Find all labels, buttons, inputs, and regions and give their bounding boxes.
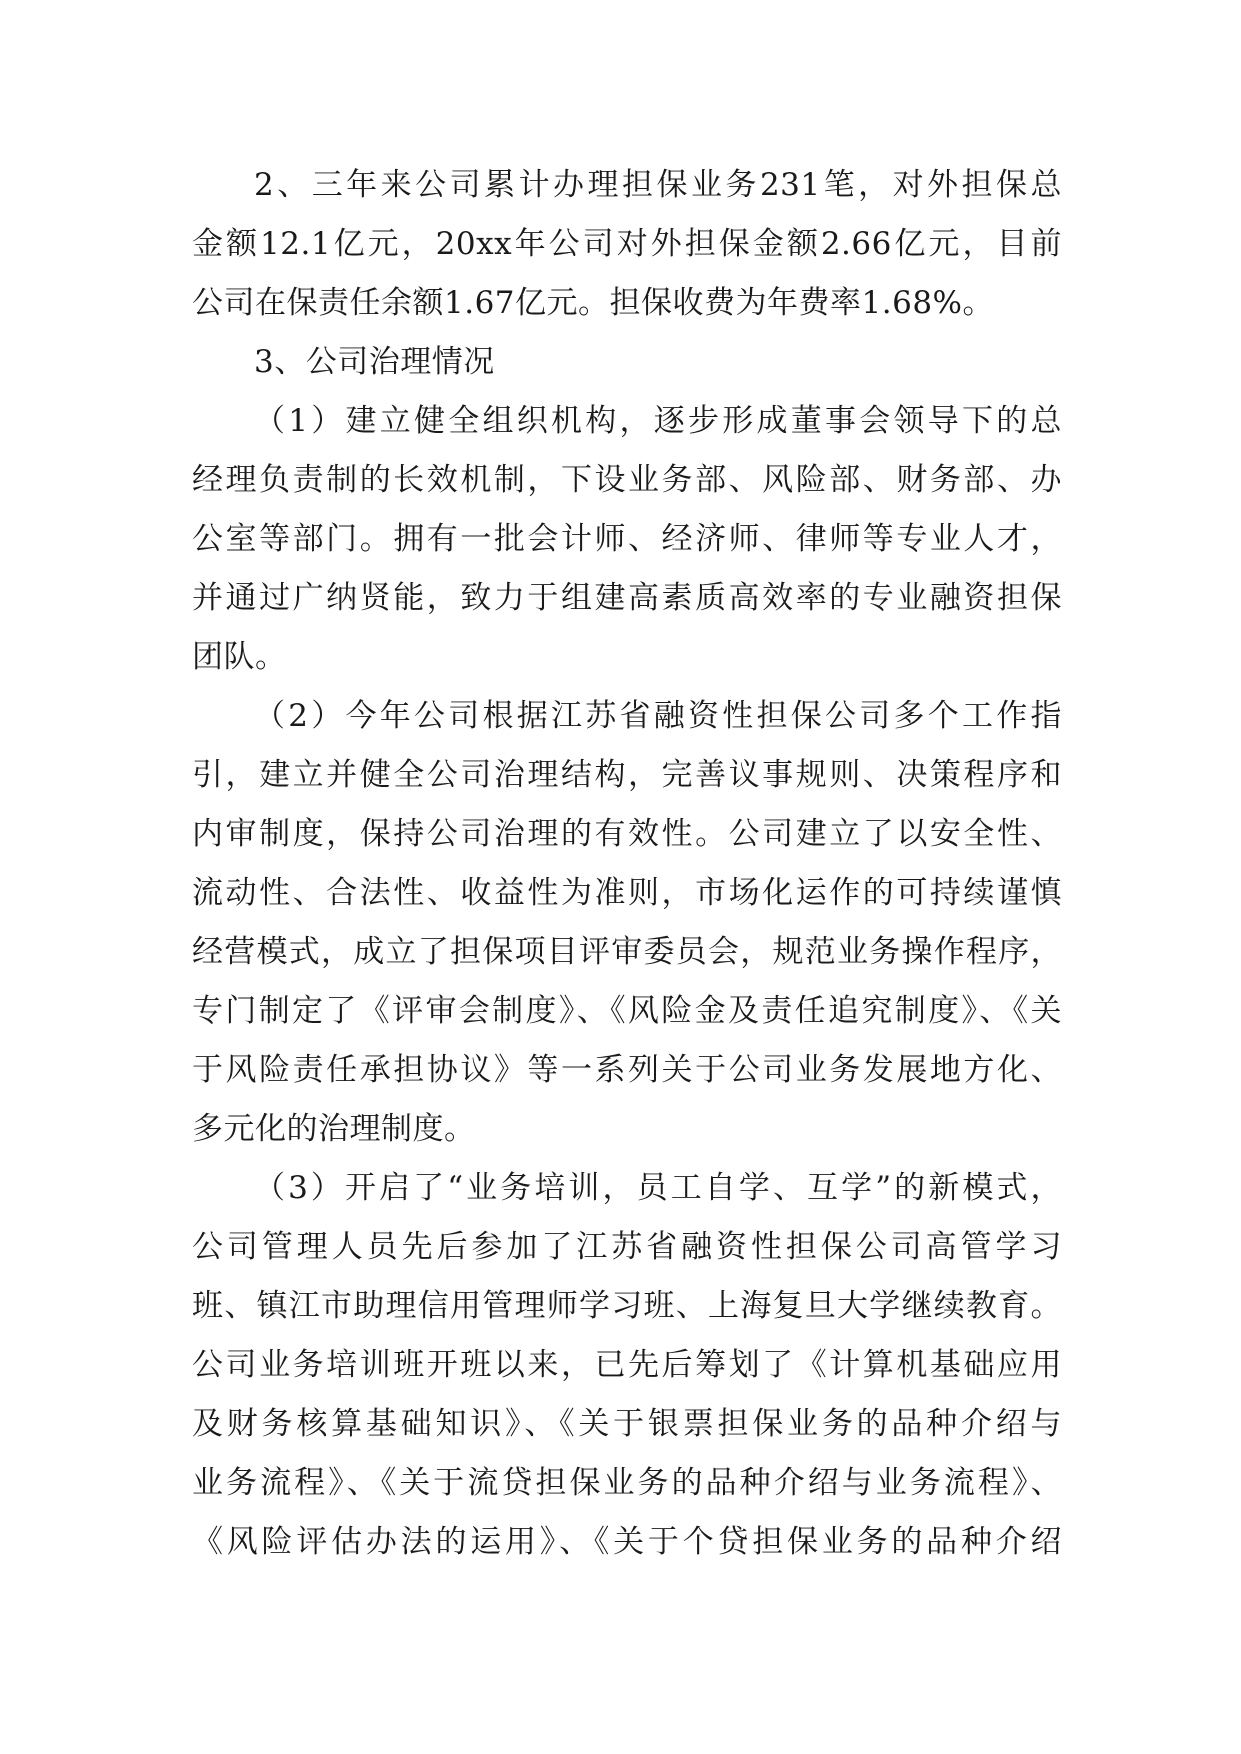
item-1-line-1: （1）建立健全组织机构，逐步形成董事会领导下的总 xyxy=(254,403,1062,439)
item-3-line-7: 《风险评估办法的运用》、《关于个贷担保业务的品种介绍 xyxy=(192,1524,1062,1560)
paragraph-2-line-3: 公司在保责任余额1.67亿元。担保收费为年费率1.68%。 xyxy=(192,285,995,321)
item-3-line-5: 及财务核算基础知识》、《关于银票担保业务的品种介绍与 xyxy=(192,1406,1062,1442)
item-1-line-4: 并通过广纳贤能，致力于组建高素质高效率的专业融资担保 xyxy=(192,580,1062,616)
item-3-line-3: 班、镇江市助理信用管理师学习班、上海复旦大学继续教育。 xyxy=(192,1288,1062,1324)
paragraph-2-line-2: 金额12.1亿元，20xx年公司对外担保金额2.66亿元，目前 xyxy=(192,226,1062,262)
paragraph-2-line-1: 2、三年来公司累计办理担保业务231笔，对外担保总 xyxy=(254,167,1062,203)
item-2-line-6: 专门制定了《评审会制度》、《风险金及责任追究制度》、《关 xyxy=(192,993,1062,1029)
item-3-line-1: （3）开启了“业务培训，员工自学、互学”的新模式， xyxy=(254,1170,1062,1206)
section-3-heading: 3、公司治理情况 xyxy=(254,344,495,380)
item-2-line-8: 多元化的治理制度。 xyxy=(192,1111,476,1147)
item-2-line-3: 内审制度，保持公司治理的有效性。公司建立了以安全性、 xyxy=(192,816,1062,852)
item-3-line-2: 公司管理人员先后参加了江苏省融资性担保公司高管学习 xyxy=(192,1229,1062,1265)
item-1-line-2: 经理负责制的长效机制，下设业务部、风险部、财务部、办 xyxy=(192,462,1062,498)
item-2-line-4: 流动性、合法性、收益性为准则，市场化运作的可持续谨慎 xyxy=(192,875,1062,911)
item-2-line-2: 引，建立并健全公司治理结构，完善议事规则、决策程序和 xyxy=(192,757,1062,793)
item-1-line-3: 公室等部门。拥有一批会计师、经济师、律师等专业人才， xyxy=(192,521,1062,557)
item-2-line-7: 于风险责任承担协议》等一系列关于公司业务发展地方化、 xyxy=(192,1052,1062,1088)
item-1-line-5: 团队。 xyxy=(192,639,287,675)
item-2-line-1: （2）今年公司根据江苏省融资性担保公司多个工作指 xyxy=(254,698,1062,734)
item-2-line-5: 经营模式，成立了担保项目评审委员会，规范业务操作程序， xyxy=(192,934,1062,970)
item-3-line-4: 公司业务培训班开班以来，已先后筹划了《计算机基础应用 xyxy=(192,1347,1062,1383)
item-3-line-6: 业务流程》、《关于流贷担保业务的品种介绍与业务流程》、 xyxy=(192,1465,1062,1501)
